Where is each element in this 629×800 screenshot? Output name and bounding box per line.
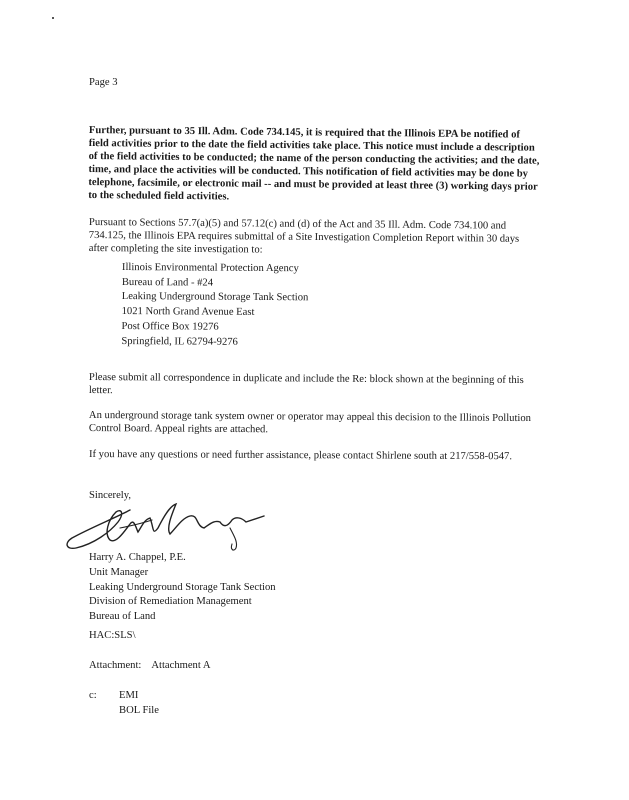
notice-text: Further, pursuant to 35 Ill. Adm. Code 734.145, it is required that the Illinois EPA be notified of field activities prior to the date the field activities take place. This notice must include a description of the field activities to be conducted; the name of the person conducting the activities; and the date, time, and place the activities will be conducted. This notification of field activities may be done by telephone, facsimile, or electronic mail -- and must be provided at least three (3) working days prior to the scheduled field activities. (88, 124, 540, 203)
cc-recipient: BOL File (119, 705, 159, 716)
cc-recipient: EMI (119, 690, 139, 701)
salutation: Sincerely, (89, 490, 131, 501)
signer-title-line: Bureau of Land (89, 611, 156, 623)
address-line: Leaking Underground Storage Tank Section (121, 291, 309, 304)
copy-recipients (89, 688, 159, 718)
typist-initials: HAC:SLS\ (89, 630, 136, 641)
signer-title-line: Division of Remediation Management (89, 596, 252, 608)
address-line: Bureau of Land - #24 (121, 276, 214, 289)
signature-block (89, 551, 276, 625)
attachment-label: Attachment: (89, 660, 142, 671)
submittal-text: Pursuant to Sections 57.7(a)(5) and 57.12(c) and (d) of the Act and 35 Ill. Adm. Code 734.100 and 734.125, the Illinois EPA requires submittal of a Site Investigation Completion Report within 30 days after completing the site investigation to: (88, 216, 520, 256)
submittal-paragraph (89, 216, 541, 259)
address-line: Illinois Environmental Protection Agency (121, 261, 299, 275)
address-line: Springfield, IL 62794-9276 (121, 335, 238, 348)
signer-title-line: Leaking Underground Storage Tank Section (89, 581, 276, 593)
cc-label: c: (89, 690, 97, 701)
field-activity-notice-paragraph (88, 124, 541, 207)
mailing-address (121, 261, 308, 351)
page-number: Page 3 (89, 77, 118, 88)
address-line: 1021 North Grand Avenue East (121, 306, 255, 319)
duplicate-paragraph (89, 371, 541, 400)
scan-speck (52, 17, 54, 19)
appeal-text: An underground storage tank system owner or operator may appeal this decision to the Illinois Pollution Control Board. Appeal rights are attached. (88, 409, 531, 436)
questions-paragraph (89, 448, 541, 463)
handwritten-signature (60, 498, 270, 556)
signer-name: Harry A. Chappel, P.E. (89, 552, 186, 563)
duplicate-text: Please submit all correspondence in duplicate and include the Re: block shown at the beginning of this letter. (88, 371, 524, 397)
appeal-paragraph (89, 409, 541, 438)
questions-text: If you have any questions or need further assistance, please contact Shirlene south at 217/558-0547. (88, 449, 513, 463)
signer-title-line: Unit Manager (89, 566, 149, 578)
attachment-value: Attachment A (151, 660, 211, 671)
address-line: Post Office Box 19276 (121, 320, 219, 333)
attachment-line (89, 660, 211, 671)
